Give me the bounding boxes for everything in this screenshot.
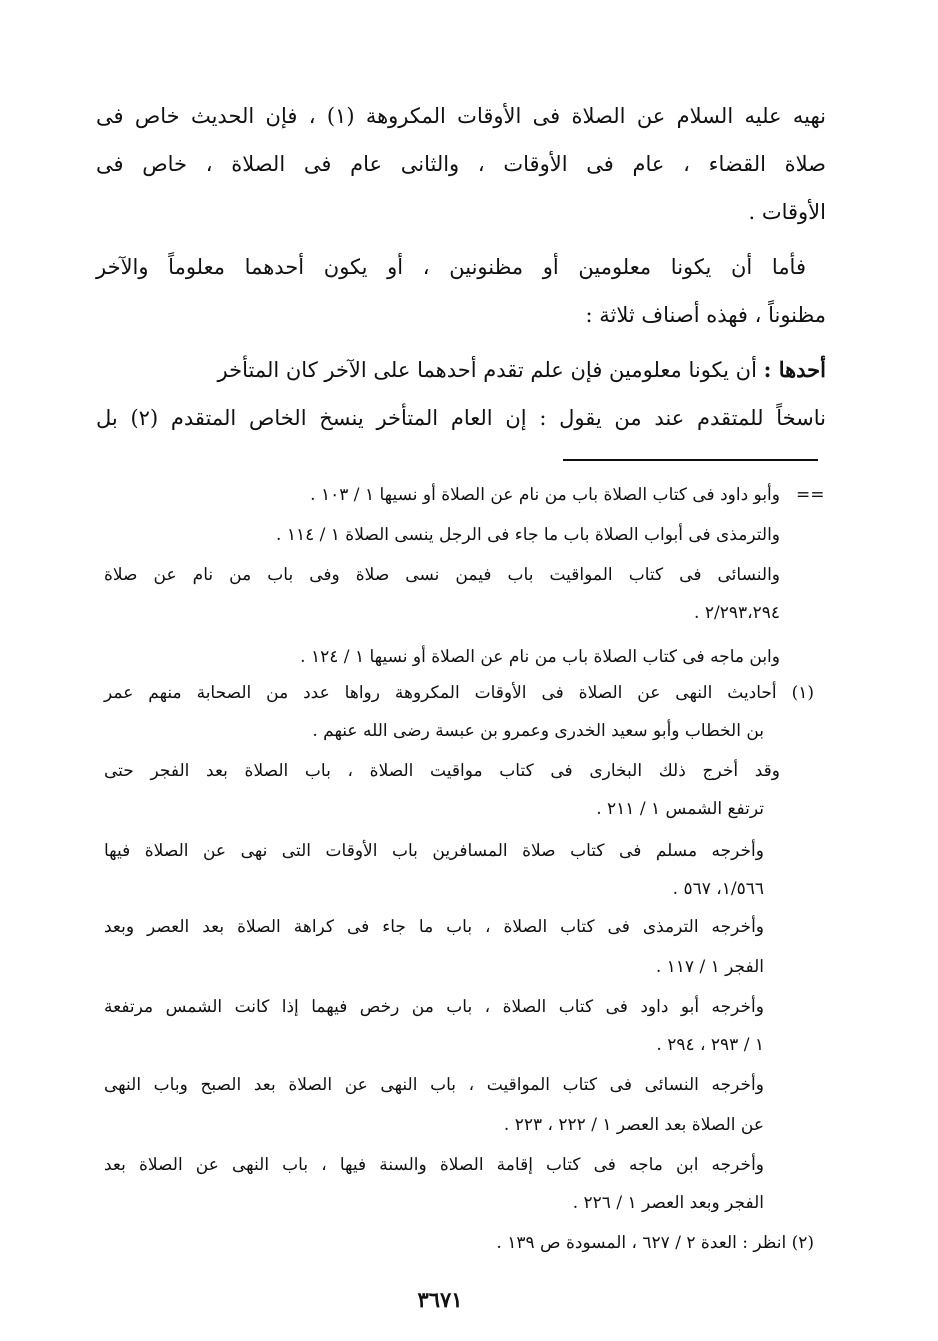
footnote-line: وأخرجه مسلم فى كتاب صلاة المسافرين باب الأوقات التى نهى عن الصلاة فيها: [104, 841, 764, 861]
footnote-line: وأخرجه النسائى فى كتاب المواقيت ، باب النهى عن الصلاة بعد الصبح وباب النهى: [104, 1075, 764, 1095]
body-line: مظنوناً ، فهذه أصناف ثلاثة :: [585, 303, 826, 327]
footnote-line: الفجر وبعد العصر ١ / ٢٢٦ .: [572, 1193, 764, 1213]
footnote-line: والنسائى فى كتاب المواقيت باب فيمن نسى صلاة وفى باب من نام عن صلاة: [104, 565, 780, 585]
body-line: الأوقات .: [748, 200, 826, 224]
footnote-line: وأخرجه ابن ماجه فى كتاب إقامة الصلاة والسنة فيها ، باب النهى عن الصلاة بعد: [104, 1155, 764, 1175]
body-line: فأما أن يكونا معلومين أو مظنونين ، أو يكون أحدهما معلوماً والآخر: [96, 255, 806, 279]
footnote-line: وقد أخرج ذلك البخارى فى كتاب مواقيت الصلاة ، باب الصلاة بعد الفجر حتى: [104, 761, 780, 781]
body-line: صلاة القضاء ، عام فى الأوقات ، والثانى عام فى الصلاة ، خاص فى: [96, 152, 826, 176]
footnote-line: ترتفع الشمس ١ / ٢١١ .: [596, 799, 764, 819]
footnote-line: بن الخطاب وأبو سعيد الخدرى وعمرو بن عبسة رضى الله عنهم .: [312, 721, 764, 741]
body-line: نهيه عليه السلام عن الصلاة فى الأوقات المكروهة (١) ، فإن الحديث خاص فى: [96, 104, 826, 128]
section-label: أحدها :: [763, 357, 826, 382]
footnote-line: (١) أحاديث النهى عن الصلاة فى الأوقات المكروهة رواها عدد من الصحابة منهم عمر: [104, 683, 814, 703]
footnote-line: ٢/٢٩٣،٢٩٤ .: [694, 603, 780, 623]
body-line-first: [96, 350, 826, 390]
footnote-line: (٢) انظر : العدة ٢ / ٦٢٧ ، المسودة ص ١٣٩ .: [496, 1233, 814, 1253]
footnote-line: عن الصلاة بعد العصر ١ / ٢٢٢ ، ٢٢٣ .: [503, 1115, 764, 1135]
footnote-line: الفجر ١ / ١١٧ .: [655, 957, 764, 977]
footnote-separator: [563, 459, 818, 461]
page-number: ٣٦٧١: [417, 1287, 463, 1312]
footnote-line: وابن ماجه فى كتاب الصلاة باب من نام عن الصلاة أو نسيها ١ / ١٢٤ .: [300, 647, 780, 667]
footnote-line: وأبو داود فى كتاب الصلاة باب من نام عن الصلاة أو نسيها ١ / ١٠٣ .: [310, 485, 780, 505]
footnote-line: وأخرجه الترمذى فى كتاب الصلاة ، باب ما جاء فى كراهة الصلاة بعد العصر وبعد: [104, 917, 764, 937]
body-line-text: أن يكونا معلومين فإن علم تقدم أحدهما على الآخر كان المتأخر: [217, 358, 757, 382]
footnote-line: ١ / ٢٩٣ ، ٢٩٤ .: [656, 1035, 764, 1055]
body-line: ناسخاً للمتقدم عند من يقول : إن العام المتأخر ينسخ الخاص المتقدم (٢) بل: [96, 406, 826, 430]
continuation-marker: ==: [796, 485, 825, 505]
footnote-line: ١/٥٦٦، ٥٦٧ .: [672, 879, 764, 899]
footnote-line: وأخرجه أبو داود فى كتاب الصلاة ، باب من رخص فيهما إذا كانت الشمس مرتفعة: [104, 997, 764, 1017]
footnote-line: والترمذى فى أبواب الصلاة باب ما جاء فى الرجل ينسى الصلاة ١ / ١١٤ .: [276, 525, 780, 545]
